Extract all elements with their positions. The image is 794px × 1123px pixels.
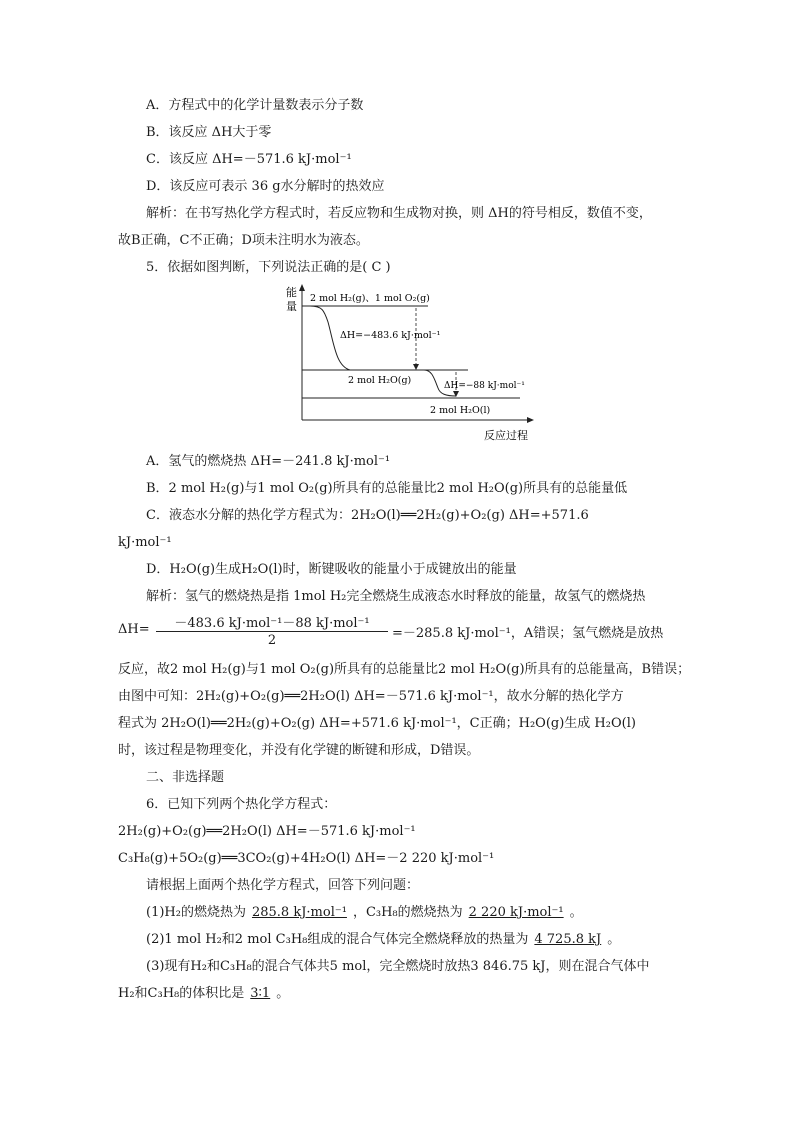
q5-option-a: A．氢气的燃烧热 ΔH=－241.8 kJ·mol⁻¹: [146, 454, 391, 469]
q6-equation-2: C₃H₈(g)+5O₂(g)══3CO₂(g)+4H₂O(l) ΔH=－2 220 kJ·mol⁻¹: [118, 851, 495, 866]
q6-part2-text-b: 。: [607, 932, 621, 947]
q6-part1-answer-2: 2 220 kJ·mol⁻¹: [468, 905, 564, 920]
energy-level-3-label: 2 mol H₂O(l): [430, 405, 491, 416]
q5-analysis-line5: 程式为 2H₂O(l)══2H₂(g)+O₂(g) ΔH=+571.6 kJ·mol⁻¹，C正确；H₂O(g)生成 H₂O(l): [118, 716, 636, 731]
q6-prompt: 请根据上面两个热化学方程式，回答下列问题：: [146, 878, 420, 893]
q5-stem: 5．依据如图判断，下列说法正确的是( C ): [146, 260, 391, 275]
q6-equation-1: 2H₂(g)+O₂(g)══2H₂O(l) ΔH=－571.6 kJ·mol⁻¹: [118, 824, 416, 839]
energy-level-1-label: 2 mol H₂(g)、1 mol O₂(g): [310, 293, 430, 304]
q5-analysis-line3: 反应，故2 mol H₂(g)与1 mol O₂(g)所具有的总能量比2 mol H₂O(g)所具有的总能量高，B错误；: [118, 662, 691, 677]
q6-part3-text-b: 。: [276, 986, 290, 1001]
q5-analysis-line4: 由图中可知：2H₂(g)+O₂(g)══2H₂O(l) ΔH=－571.6 kJ·mol⁻¹，故水分解的热化学方: [118, 689, 624, 704]
q6-part1-text-b: ，C₃H₈的燃烧热为: [352, 905, 463, 920]
q6-part3-text-a: H₂和C₃H₈的体积比是: [118, 986, 245, 1001]
q6-part1-text-c: 。: [569, 905, 583, 920]
x-axis-label: 反应过程: [484, 429, 528, 442]
q6-part1-text-a: (1)H₂的燃烧热为: [146, 905, 246, 920]
q6-part2-answer: 4 725.8 kJ: [534, 932, 602, 947]
q5-analysis-fraction: [118, 612, 678, 652]
q4-analysis-line2: 故B正确，C不正确；D项未注明水为液态。: [118, 233, 369, 248]
q6-part1-answer-1: 285.8 kJ·mol⁻¹: [251, 905, 347, 920]
dh2-label: ΔH=−88 kJ·mol⁻¹: [444, 381, 525, 391]
q5-analysis-line1: 解析：氢气的燃烧热是指 1mol H₂完全燃烧生成液态水时释放的能量，故氢气的燃烧热: [146, 589, 646, 604]
q5-option-c-line2: kJ·mol⁻¹: [118, 535, 172, 550]
q6-stem: 6．已知下列两个热化学方程式：: [146, 797, 337, 812]
y-axis-label-2: 量: [286, 300, 297, 313]
q5-analysis-line6: 时，该过程是物理变化，并没有化学键的断键和形成，D错误。: [118, 743, 480, 758]
fraction-rhs: =－285.8 kJ·mol⁻¹，A错误；氢气燃烧是放热: [392, 626, 664, 641]
q6-part3-answer: 3∶1: [250, 986, 271, 1001]
section-heading: 二、非选择题: [146, 770, 225, 785]
q6-part1: [146, 903, 706, 923]
q5-option-c-line1: C．液态水分解的热化学方程式为：2H₂O(l)══2H₂(g)+O₂(g) ΔH=+571.6: [146, 508, 589, 523]
x-axis-arrow: [527, 417, 534, 423]
dh1-label: ΔH=−483.6 kJ·mol⁻¹: [340, 330, 441, 341]
fraction-denominator: 2: [267, 633, 277, 648]
fraction-lhs: ΔH=: [118, 622, 150, 637]
y-axis-arrow: [299, 284, 305, 291]
q6-part2-text-a: (2)1 mol H₂和2 mol C₃H₈组成的混合气体完全燃烧释放的热量为: [146, 932, 529, 947]
q4-option-b: B．该反应 ΔH大于零: [146, 125, 272, 140]
q6-part3-line2: [118, 984, 678, 1004]
q5-option-d: D．H₂O(g)生成H₂O(l)时，断键吸收的能量小于成键放出的能量: [146, 562, 517, 577]
q6-part2: [146, 930, 706, 950]
energy-level-2-label: 2 mol H₂O(g): [348, 375, 412, 386]
q6-part3-line1: (3)现有H₂和C₃H₈的混合气体共5 mol，完全燃烧时放热3 846.75 kJ，则在混合气体中: [146, 959, 650, 974]
y-axis-label-1: 能: [286, 286, 297, 299]
energy-diagram: [280, 282, 540, 446]
q4-option-c: C．该反应 ΔH=－571.6 kJ·mol⁻¹: [146, 152, 352, 167]
fraction-bar: [156, 631, 388, 632]
fraction-numerator: －483.6 kJ·mol⁻¹－88 kJ·mol⁻¹: [174, 616, 370, 631]
dh1-arrowhead: [413, 364, 419, 370]
q4-option-a: A．方程式中的化学计量数表示分子数: [146, 98, 364, 113]
q4-option-d: D．该反应可表示 36 g水分解时的热效应: [146, 179, 385, 194]
q4-analysis-line1: 解析：在书写热化学方程式时，若反应物和生成物对换，则 ΔH的符号相反，数值不变，: [146, 206, 652, 221]
q5-option-b: B．2 mol H₂(g)与1 mol O₂(g)所具有的总能量比2 mol H₂O(g)所具有的总能量低: [146, 481, 628, 496]
